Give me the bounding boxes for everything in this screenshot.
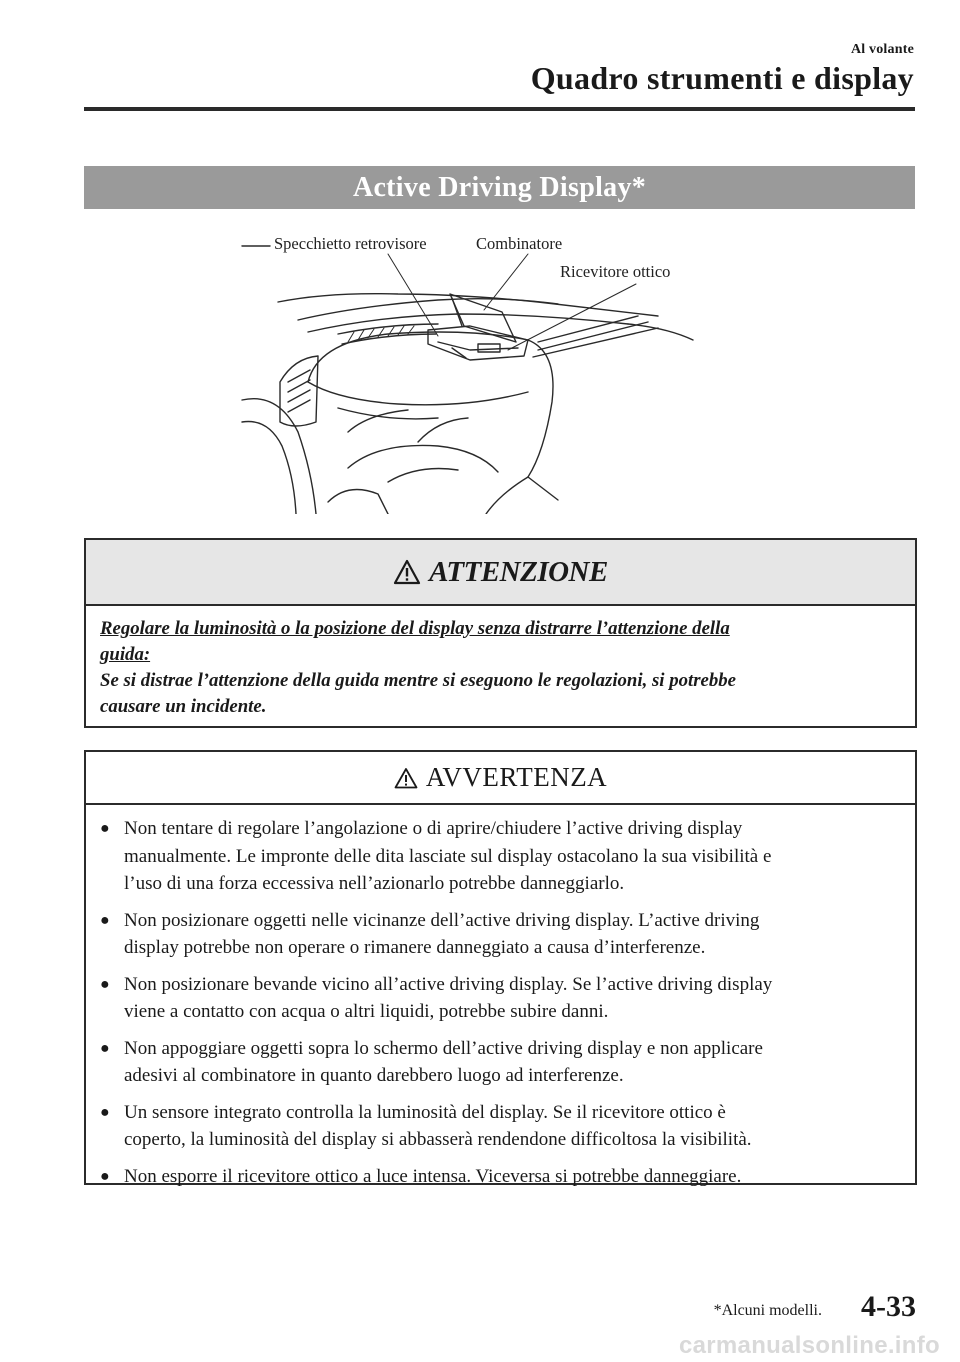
warning-heading-line-2: guida: bbox=[100, 644, 151, 665]
list-item bbox=[100, 1163, 897, 1191]
notice-box bbox=[84, 750, 917, 1185]
item-line: display potrebbe non operare o rimanere danneggiato a causa d’interferenze. bbox=[124, 937, 706, 958]
header-divider bbox=[84, 107, 915, 111]
caution-triangle-icon bbox=[394, 767, 418, 789]
item-line: Non esporre il ricevitore ottico a luce intensa. Viceversa si potrebbe danneggiare. bbox=[124, 1165, 742, 1187]
section-banner bbox=[84, 166, 915, 209]
bullet-icon: ● bbox=[100, 1167, 110, 1185]
bullet-icon: ● bbox=[100, 1039, 110, 1057]
item-line: Un sensore integrato controlla la luminosità del display. Se il ricevitore ottico è bbox=[124, 1101, 726, 1123]
list-item bbox=[100, 815, 897, 898]
label-rearview-mirror: Specchietto retrovisore bbox=[274, 234, 427, 253]
item-line: Non posizionare oggetti nelle vicinanze dell’active driving display. L’active driving bbox=[124, 909, 760, 931]
item-line: manualmente. Le impronte delle dita lasciate sul display ostacolano la sua visibilità e bbox=[124, 845, 772, 867]
bullet-icon: ● bbox=[100, 911, 110, 929]
section-title: Active Driving Display* bbox=[352, 171, 647, 203]
chapter-label: Al volante bbox=[850, 42, 914, 57]
warning-box bbox=[84, 538, 917, 728]
label-optical-receiver: Ricevitore ottico bbox=[560, 262, 671, 281]
page-title: Quadro strumenti e display bbox=[530, 60, 914, 96]
bullet-icon: ● bbox=[100, 975, 110, 993]
warning-triangle-icon bbox=[393, 559, 421, 585]
warning-heading-line-1: Regolare la luminosità o la posizione del display senza distrarre l’attenzione della bbox=[100, 618, 730, 639]
notice-header bbox=[86, 752, 915, 805]
warning-body bbox=[86, 606, 915, 720]
item-line: viene a contatto con acqua o altri liquidi, potrebbe subire danni. bbox=[124, 1001, 609, 1022]
dashboard-illustration bbox=[238, 232, 698, 514]
bullet-icon: ● bbox=[100, 820, 110, 837]
warning-header bbox=[86, 540, 915, 606]
page-number: 4-33 bbox=[861, 1290, 916, 1323]
list-item bbox=[100, 1035, 897, 1090]
notice-list bbox=[86, 805, 915, 1190]
item-line: Non tentare di regolare l’angolazione o di aprire/chiudere l’active driving display bbox=[124, 818, 743, 839]
notice-title: AVVERTENZA bbox=[425, 762, 608, 792]
list-item bbox=[100, 1099, 897, 1154]
item-line: Non appoggiare oggetti sopra lo schermo dell’active driving display e non applicare bbox=[124, 1037, 763, 1059]
watermark: carmanualsonline.info bbox=[678, 1332, 940, 1359]
list-item bbox=[100, 907, 897, 962]
bullet-icon: ● bbox=[100, 1103, 110, 1121]
item-line: l’uso di una forza eccessiva nell’azionarlo potrebbe danneggiarlo. bbox=[124, 873, 625, 894]
warning-title: ATTENZIONE bbox=[429, 555, 608, 588]
item-line: Non posizionare bevande vicino all’active driving display. Se l’active driving display bbox=[124, 973, 773, 995]
warning-text-line-1: Se si distrae l’attenzione della guida mentre si eseguono le regolazioni, si potrebbe bbox=[100, 670, 736, 691]
label-combiner: Combinatore bbox=[476, 234, 563, 253]
item-line: coperto, la luminosità del display si abbasserà rendendone difficoltosa la visibilità. bbox=[124, 1129, 752, 1150]
item-line: adesivi al combinatore in quanto darebbero luogo ad interferenze. bbox=[124, 1065, 624, 1086]
list-item bbox=[100, 971, 897, 1026]
footnote: *Alcuni modelli. bbox=[713, 1302, 822, 1319]
warning-text-line-2: causare un incidente. bbox=[100, 696, 267, 717]
